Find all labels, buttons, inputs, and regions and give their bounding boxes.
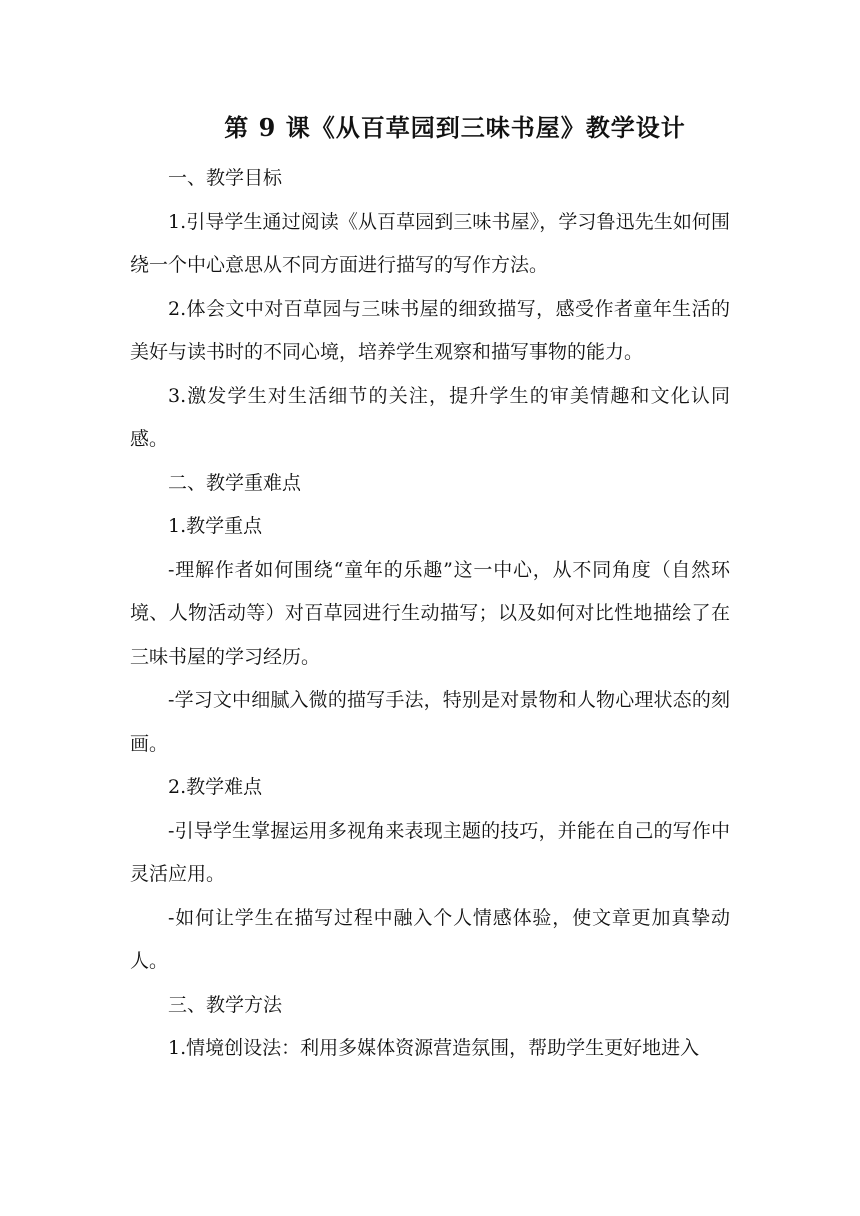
objective-item-3: 3.激发学生对生活细节的关注，提升学生的审美情趣和文化认同感。 (130, 384, 730, 450)
difficulty-item-2: -如何让学生在描写过程中融入个人情感体验，使文章更加真挚动人。 (130, 906, 730, 972)
section-heading-key-points: 二、教学重难点 (168, 471, 302, 494)
objective-item-1: 1.引导学生通过阅读《从百草园到三味书屋》，学习鲁迅先生如何围绕一个中心意思从不同方面进行描写的写作方法。 (130, 210, 730, 276)
section-heading-methods: 三、教学方法 (168, 993, 283, 1016)
method-item-1: 1.情境创设法：利用多媒体资源营造氛围，帮助学生更好地进入 (168, 1037, 700, 1059)
document-title: 第 9 课《从百草园到三味书屋》教学设计 (224, 113, 686, 142)
focus-item-1: -理解作者如何围绕“童年的乐趣”这一中心，从不同角度（自然环境、人物活动等）对百草园进行生动描写；以及如何对比性地描绘了在三味书屋的学习经历。 (130, 558, 730, 668)
focus-item-2: -学习文中细腻入微的描写手法，特别是对景物和人物心理状态的刻画。 (130, 689, 730, 755)
objective-item-2: 2.体会文中对百草园与三味书屋的细致描写，感受作者童年生活的美好与读书时的不同心境，培养学生观察和描写事物的能力。 (130, 297, 730, 363)
section-heading-objectives: 一、教学目标 (168, 167, 283, 189)
subheading-focus: 1.教学重点 (168, 515, 263, 537)
difficulty-item-1: -引导学生掌握运用多视角来表现主题的技巧，并能在自己的写作中灵活应用。 (130, 819, 730, 885)
document-body (130, 157, 730, 1071)
subheading-difficulty: 2.教学难点 (168, 776, 263, 798)
